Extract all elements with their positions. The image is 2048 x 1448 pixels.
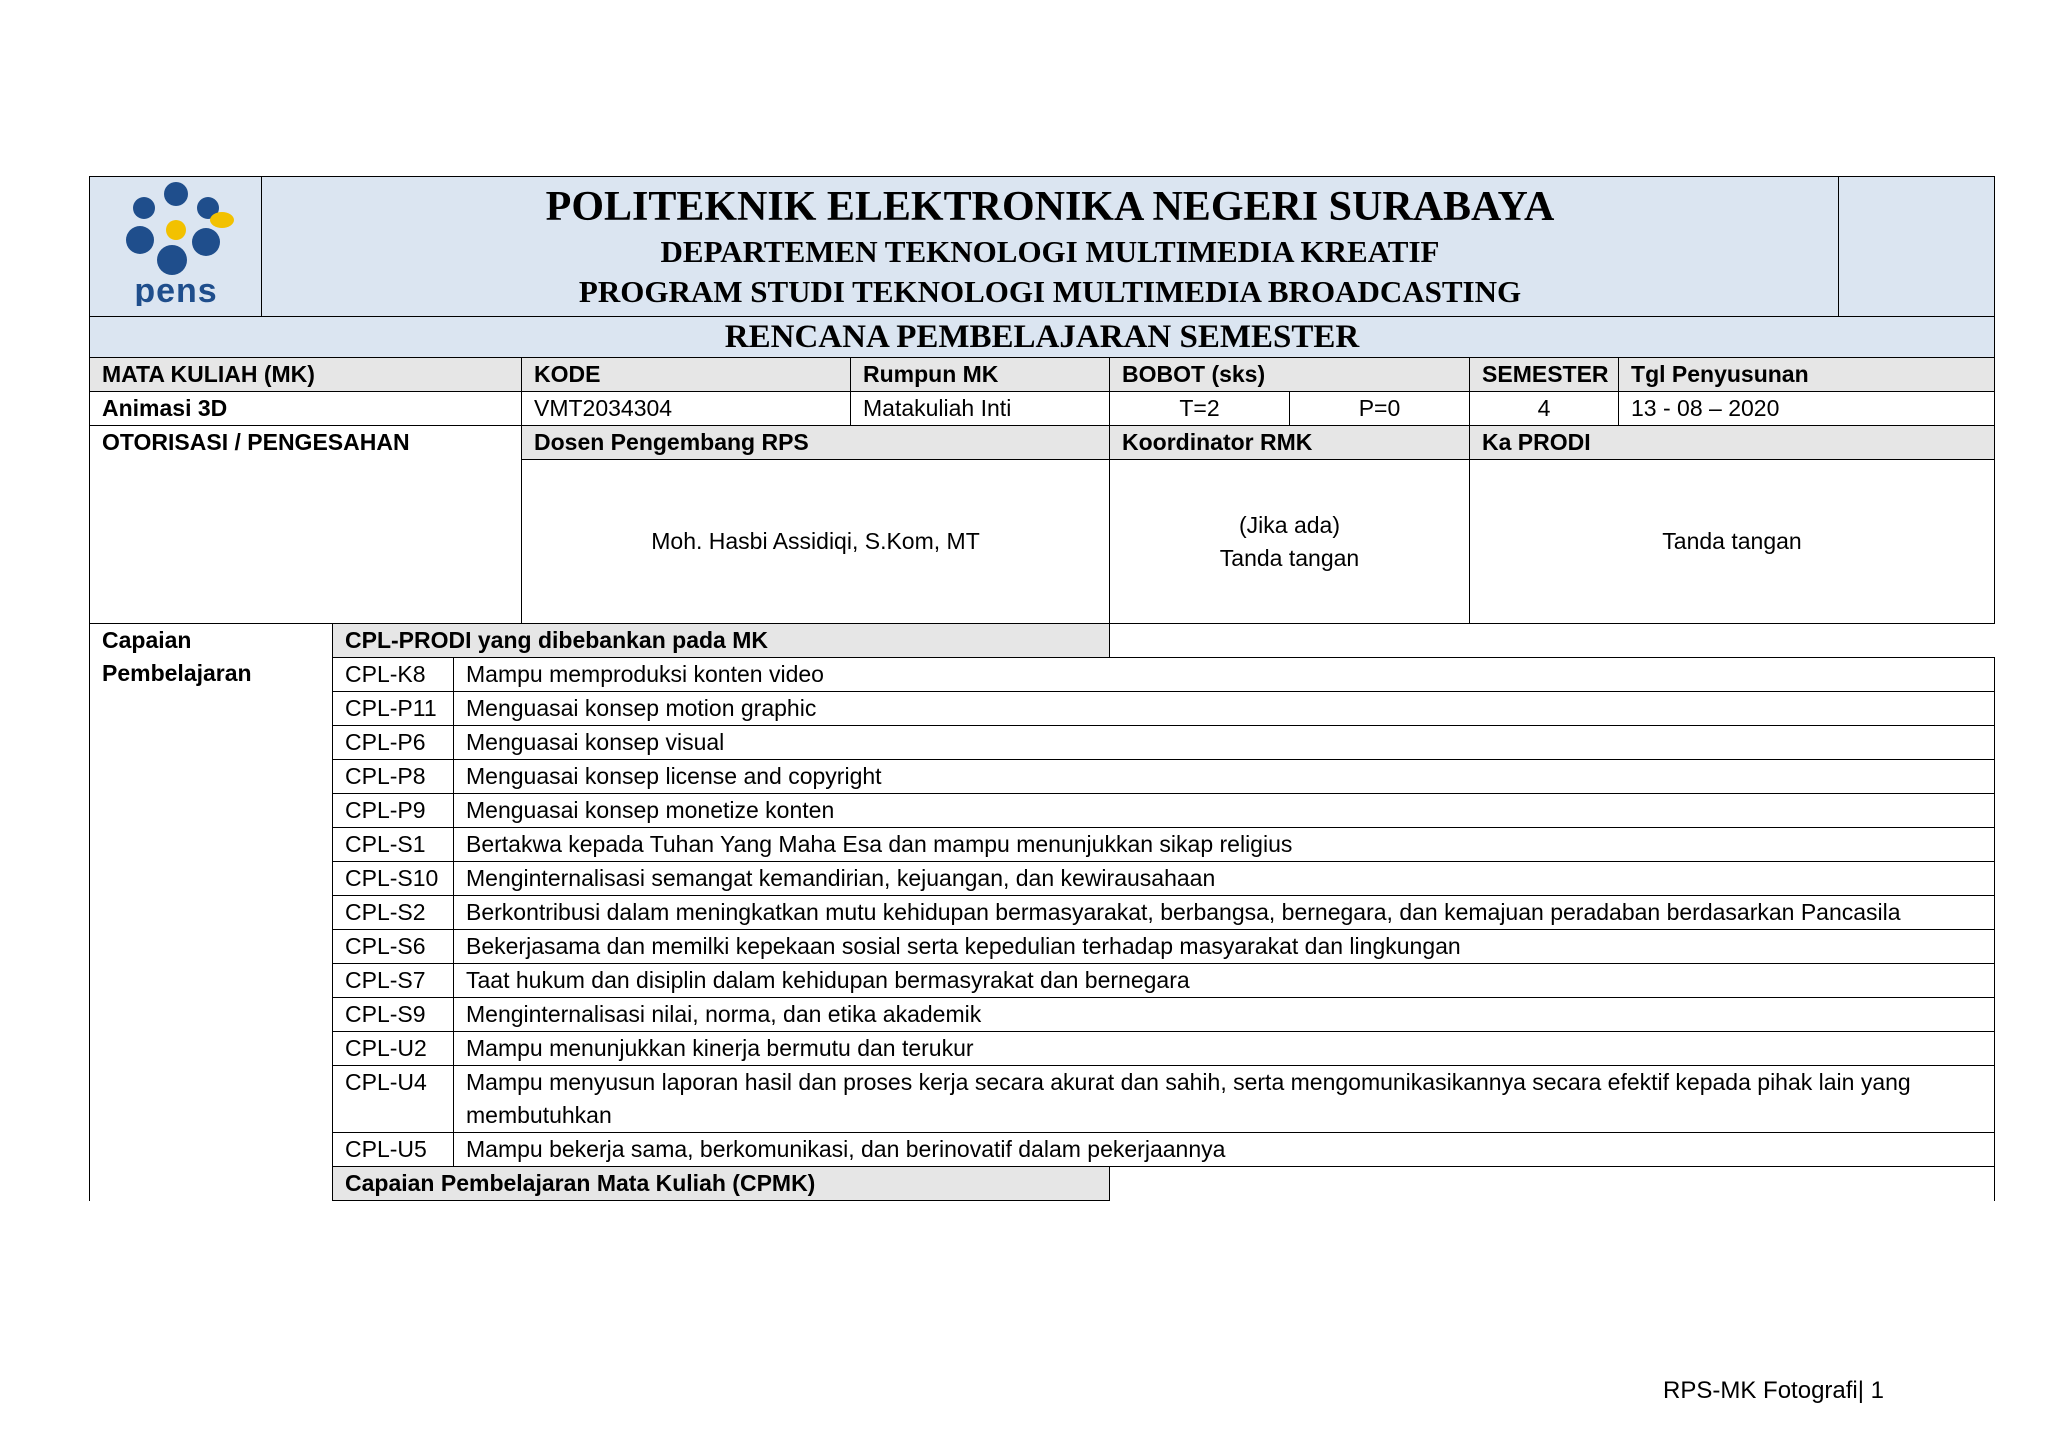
header-table xyxy=(89,176,1995,358)
cpl-description: Menguasai konsep visual xyxy=(454,726,1995,760)
koordinator-sign xyxy=(1110,460,1470,624)
cpl-row xyxy=(90,828,1995,862)
cpmk-row xyxy=(90,1167,1995,1201)
capaian-label xyxy=(90,624,333,1201)
col-koordinator: Koordinator RMK xyxy=(1110,426,1470,460)
mk-value: Animasi 3D xyxy=(90,392,522,426)
cpl-row xyxy=(90,692,1995,726)
cpl-code: CPL-S6 xyxy=(333,930,454,964)
capaian-label-line2: Pembelajaran xyxy=(102,660,252,686)
header-titles xyxy=(262,177,1839,317)
rps-document xyxy=(89,176,1995,1201)
program-name: PROGRAM STUDI TEKNOLOGI MULTIMEDIA BROADCASTING xyxy=(578,273,1522,309)
cpl-description: Mampu menyusun laporan hasil dan proses kerja secara akurat dan sahih, serta mengomunikasikannya secara efektif kepada pihak lain yang membutuhkan xyxy=(454,1066,1995,1133)
cpl-code: CPL-P9 xyxy=(333,794,454,828)
col-kaprodi: Ka PRODI xyxy=(1470,426,1995,460)
cpl-row xyxy=(90,1066,1995,1133)
cpl-description: Taat hukum dan disiplin dalam kehidupan bermasyrakat dan bernegara xyxy=(454,964,1995,998)
cpl-code: CPL-S7 xyxy=(333,964,454,998)
cpl-code: CPL-P11 xyxy=(333,692,454,726)
cpl-code: CPL-P6 xyxy=(333,726,454,760)
institution-name: POLITEKNIK ELEKTRONIKA NEGERI SURABAYA xyxy=(545,183,1555,230)
cpl-description: Bekerjasama dan memilki kepekaan sosial serta kepedulian terhadap masyarakat dan lingkungan xyxy=(454,930,1995,964)
cpl-prodi-header: CPL-PRODI yang dibebankan pada MK xyxy=(333,624,1110,658)
cpl-description: Bertakwa kepada Tuhan Yang Maha Esa dan mampu menunjukkan sikap religius xyxy=(454,828,1995,862)
bobot-t-value: T=2 xyxy=(1110,392,1290,426)
otorisasi-label: OTORISASI / PENGESAHAN xyxy=(90,426,522,624)
cpl-code: CPL-S2 xyxy=(333,896,454,930)
cpl-code: CPL-U4 xyxy=(333,1066,454,1133)
cpl-row xyxy=(90,964,1995,998)
cpl-description: Menguasai konsep license and copyright xyxy=(454,760,1995,794)
col-tgl: Tgl Penyusunan xyxy=(1619,358,1995,392)
cpl-row xyxy=(90,930,1995,964)
cpl-row xyxy=(90,862,1995,896)
rumpun-value: Matakuliah Inti xyxy=(851,392,1110,426)
bobot-p-value: P=0 xyxy=(1290,392,1470,426)
page-footer: RPS-MK Fotografi| 1 xyxy=(1663,1377,1884,1404)
col-semester: SEMESTER xyxy=(1470,358,1619,392)
cpl-description: Mampu bekerja sama, berkomunikasi, dan berinovatif dalam pekerjaannya xyxy=(454,1133,1995,1167)
cpl-row xyxy=(90,998,1995,1032)
koordinator-signature: Tanda tangan xyxy=(1219,544,1360,571)
cpl-code: CPL-S1 xyxy=(333,828,454,862)
course-table xyxy=(89,357,1995,624)
cpl-row xyxy=(90,726,1995,760)
col-dosen: Dosen Pengembang RPS xyxy=(522,426,1110,460)
logo-text: pens xyxy=(133,272,218,306)
cpl-row xyxy=(90,794,1995,828)
logo-cell xyxy=(90,177,262,317)
semester-value: 4 xyxy=(1470,392,1619,426)
kode-value: VMT2034304 xyxy=(522,392,851,426)
cpmk-header: Capaian Pembelajaran Mata Kuliah (CPMK) xyxy=(333,1167,1110,1201)
col-mk: MATA KULIAH (MK) xyxy=(90,358,522,392)
cpl-row xyxy=(90,896,1995,930)
koordinator-note: (Jika ada) xyxy=(1239,511,1340,538)
col-kode: KODE xyxy=(522,358,851,392)
cpl-code: CPL-P8 xyxy=(333,760,454,794)
capaian-table xyxy=(89,623,1995,1201)
cpl-description: Mampu menunjukkan kinerja bermutu dan terukur xyxy=(454,1032,1995,1066)
cpl-description: Menguasai konsep monetize konten xyxy=(454,794,1995,828)
col-bobot: BOBOT (sks) xyxy=(1110,358,1470,392)
cpl-code: CPL-S10 xyxy=(333,862,454,896)
pens-logo xyxy=(106,178,246,306)
cpl-row xyxy=(90,760,1995,794)
header-blank-cell xyxy=(1839,177,1995,317)
cpl-code: CPL-U2 xyxy=(333,1032,454,1066)
department-name: DEPARTEMEN TEKNOLOGI MULTIMEDIA KREATIF xyxy=(660,233,1440,269)
cpl-row xyxy=(90,1032,1995,1066)
doc-title: RENCANA PEMBELAJARAN SEMESTER xyxy=(90,317,1995,358)
cpl-description: Menginternalisasi nilai, norma, dan etika akademik xyxy=(454,998,1995,1032)
dosen-name: Moh. Hasbi Assidiqi, S.Kom, MT xyxy=(522,460,1110,624)
tgl-value: 13 - 08 – 2020 xyxy=(1619,392,1995,426)
cpl-description: Mampu memproduksi konten video xyxy=(454,658,1995,692)
cpl-description: Menginternalisasi semangat kemandirian, kejuangan, dan kewirausahaan xyxy=(454,862,1995,896)
cpl-code: CPL-S9 xyxy=(333,998,454,1032)
cpl-header-blank xyxy=(1110,624,1995,658)
cpl-row xyxy=(90,1133,1995,1167)
cpl-description: Menguasai konsep motion graphic xyxy=(454,692,1995,726)
col-rumpun: Rumpun MK xyxy=(851,358,1110,392)
capaian-label-line1: Capaian xyxy=(102,627,192,653)
cpl-code: CPL-K8 xyxy=(333,658,454,692)
cpmk-blank xyxy=(1110,1167,1995,1201)
cpl-row xyxy=(90,658,1995,692)
cpl-code: CPL-U5 xyxy=(333,1133,454,1167)
kaprodi-signature: Tanda tangan xyxy=(1470,460,1995,624)
cpl-description: Berkontribusi dalam meningkatkan mutu kehidupan bermasyarakat, berbangsa, bernegara, dan kemajuan peradaban berdasarkan Pancasila xyxy=(454,896,1995,930)
